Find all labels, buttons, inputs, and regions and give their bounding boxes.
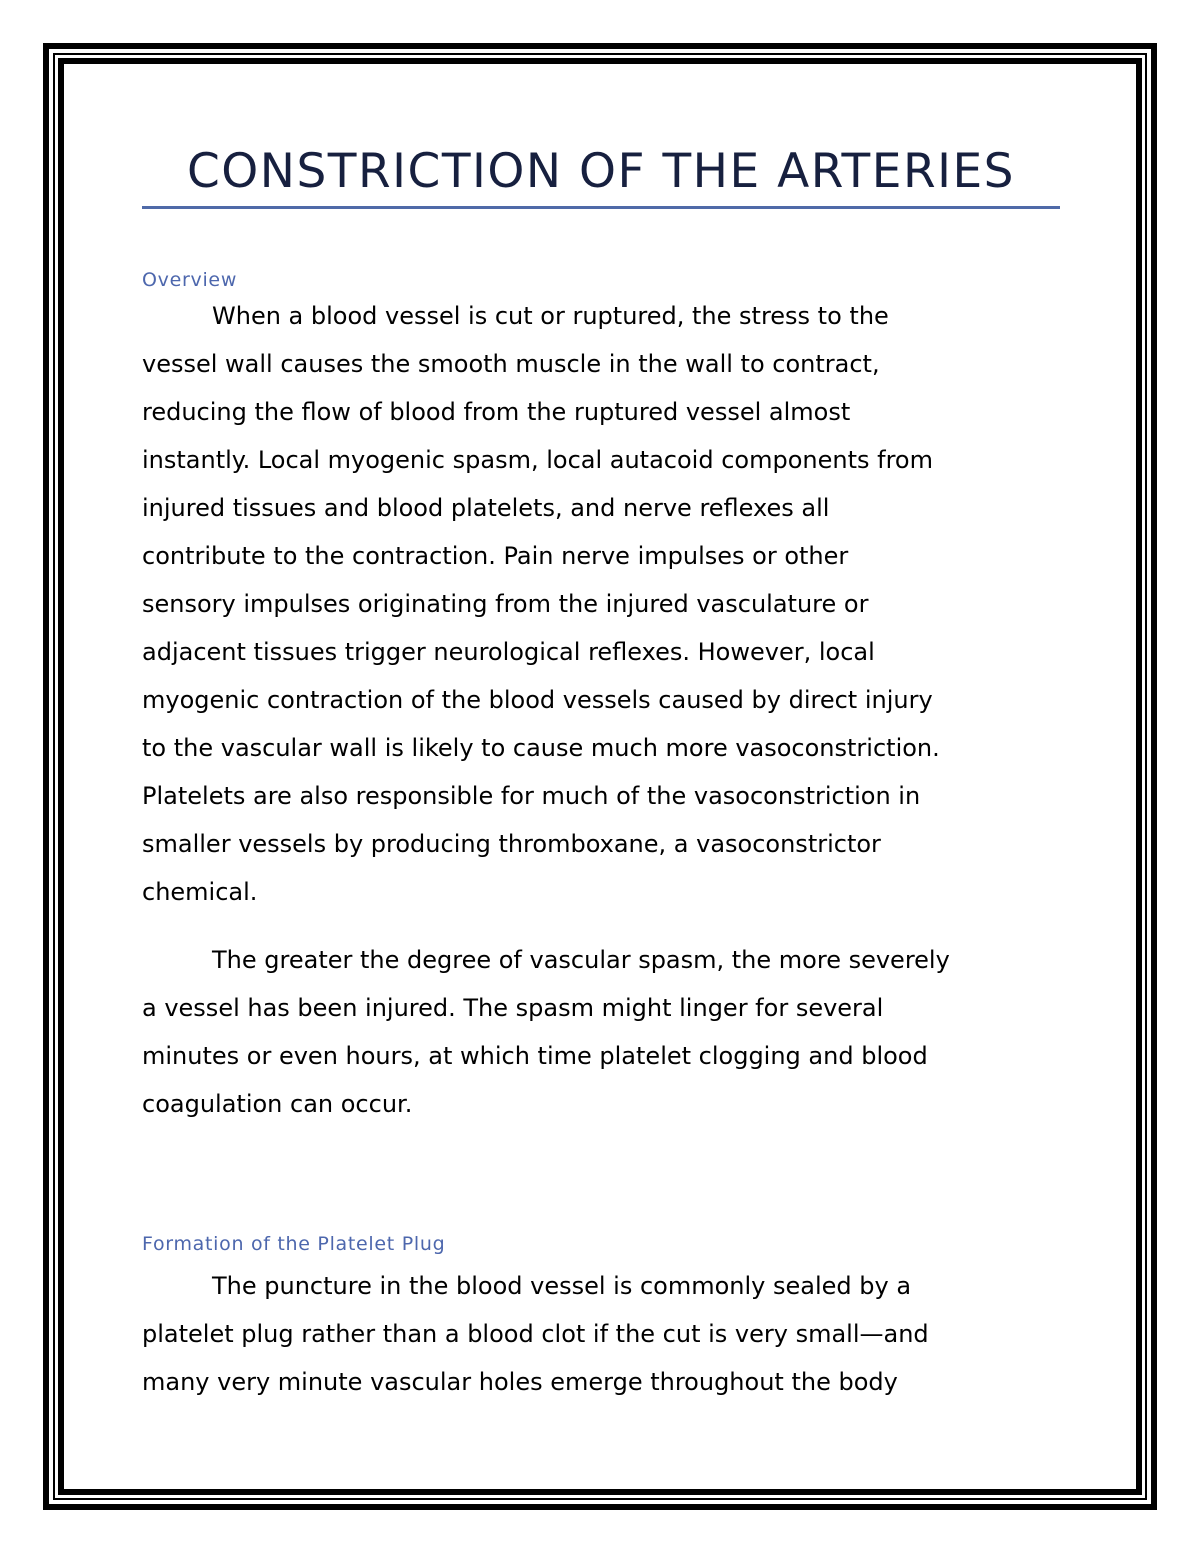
document-body bbox=[142, 140, 1060, 1406]
text-line: When a blood vessel is cut or ruptured, the stress to the bbox=[212, 302, 889, 330]
text-line: The puncture in the blood vessel is commonly sealed by a bbox=[212, 1272, 912, 1300]
overview-paragraph-1 bbox=[142, 292, 1060, 916]
section-heading-platelet-plug: Formation of the Platelet Plug bbox=[142, 1233, 446, 1255]
platelet-plug-paragraph-1 bbox=[142, 1262, 1060, 1406]
section-heading-overview: Overview bbox=[142, 269, 238, 291]
text-line: instantly. Local myogenic spasm, local autacoid components from bbox=[142, 446, 933, 474]
text-line: injured tissues and blood platelets, and nerve reflexes all bbox=[142, 494, 830, 522]
text-line: The greater the degree of vascular spasm, the more severely bbox=[212, 946, 950, 974]
text-line: smaller vessels by producing thromboxane, a vasoconstrictor bbox=[142, 830, 881, 858]
text-line: Platelets are also responsible for much of the vasoconstriction in bbox=[142, 782, 921, 810]
text-line: contribute to the contraction. Pain nerve impulses or other bbox=[142, 542, 849, 570]
page-title: CONSTRICTION OF THE ARTERIES bbox=[186, 144, 1015, 199]
title-underline bbox=[142, 206, 1060, 209]
text-line: myogenic contraction of the blood vessels caused by direct injury bbox=[142, 686, 933, 714]
text-line: to the vascular wall is likely to cause much more vasoconstriction. bbox=[142, 734, 940, 762]
text-line: adjacent tissues trigger neurological reflexes. However, local bbox=[142, 638, 875, 666]
text-line: many very minute vascular holes emerge throughout the body bbox=[142, 1368, 898, 1396]
overview-paragraph-2 bbox=[142, 936, 1060, 1128]
text-line: minutes or even hours, at which time platelet clogging and blood bbox=[142, 1042, 928, 1070]
text-line: platelet plug rather than a blood clot if the cut is very small—and bbox=[142, 1320, 929, 1348]
text-line: a vessel has been injured. The spasm might linger for several bbox=[142, 994, 884, 1022]
text-line: reducing the flow of blood from the ruptured vessel almost bbox=[142, 398, 851, 426]
text-line: vessel wall causes the smooth muscle in the wall to contract, bbox=[142, 350, 880, 378]
text-line: sensory impulses originating from the injured vasculature or bbox=[142, 590, 869, 618]
text-line: coagulation can occur. bbox=[142, 1090, 413, 1118]
text-line: chemical. bbox=[142, 878, 258, 906]
